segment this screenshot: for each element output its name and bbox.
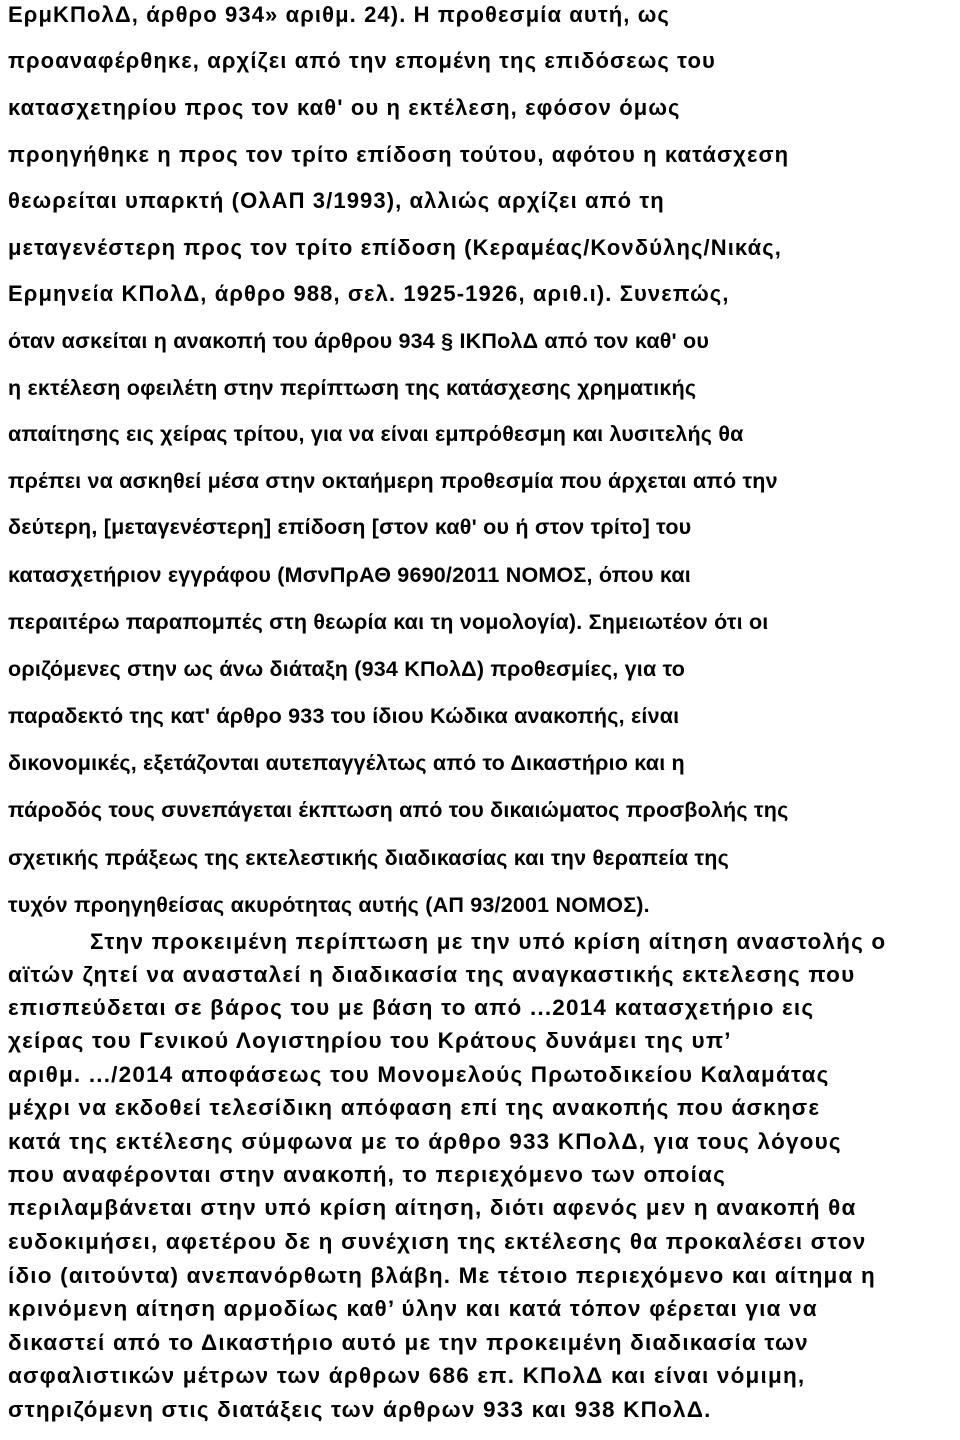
text-line: κατασχετηρίου προς τον καθ' ου η εκτέλεση, εφόσον όμως [8, 95, 681, 120]
text-line: χείρας του Γενικού Λογιστηρίου του Κράτους δυνάμει της υπ’ [8, 1028, 732, 1053]
text-line: κατά της εκτέλεσης σύμφωνα με το άρθρο 933 ΚΠολΔ, για τους λόγους [8, 1129, 842, 1154]
text-line: αριθμ. .../2014 αποφάσεως του Μονομελούς Πρωτοδικείου Καλαμάτας [8, 1062, 830, 1087]
text-line: ευδοκιμήσει, αφετέρου δε η συνέχιση της εκτέλεσης θα προκαλέσει στον [8, 1229, 867, 1254]
text-line: αϊτών ζητεί να ανασταλεί η διαδικασία της αναγκαστικής εκτελεσης που [8, 962, 856, 987]
text-line: κατασχετήριον εγγράφου (ΜσνΠρΑΘ 9690/2011 ΝΟΜΟΣ, όπου και [8, 563, 691, 587]
text-line: προηγήθηκε η προς τον τρίτο επίδοση τούτου, αφότου η κατάσχεση [8, 142, 790, 167]
text-line: οριζόμενες στην ως άνω διάταξη (934 ΚΠολΔ) προθεσμίες, για το [8, 657, 686, 681]
text-line: μεταγενέστερη προς τον τρίτο επίδοση (Κεραμέας/Κονδύλης/Νικάς, [8, 235, 782, 260]
text-line: ΕρμΚΠολΔ, άρθρο 934» αριθμ. 24). Η προθεσμία αυτή, ως [8, 2, 670, 27]
text-line: η εκτέλεση οφειλέτη στην περίπτωση της κατάσχεσης χρηματικής [8, 376, 697, 400]
text-line: απαίτησης εις χείρας τρίτου, για να είναι εμπρόθεσμη και λυσιτελής θα [8, 422, 744, 446]
text-line: τυχόν προηγηθείσας ακυρότητας αυτής (ΑΠ 93/2001 ΝΟΜΟΣ). [8, 893, 650, 917]
text-line: προαναφέρθηκε, αρχίζει από την επομένη της επιδόσεως του [8, 48, 716, 73]
text-line: επισπεύδεται σε βάρος του με βάση το από ...2014 κατασχετήριο εις [8, 995, 815, 1020]
text-line: θεωρείται υπαρκτή (ΟλΑΠ 3/1993), αλλιώς αρχίζει από τη [8, 188, 665, 213]
text-line: περιλαμβάνεται στην υπό κρίση αίτηση, διότι αφενός μεν η ανακοπή θα [8, 1195, 857, 1220]
text-line: σχετικής πράξεως της εκτελεστικής διαδικασίας και την θεραπεία της [8, 846, 729, 870]
text-line: ίδιο (αιτούντα) ανεπανόρθωτη βλάβη. Με τέτοιο περιεχόμενο και αίτημα η [8, 1263, 876, 1288]
text-line: Στην προκειμένη περίπτωση με την υπό κρίση αίτηση αναστολής ο [90, 929, 887, 954]
text-line: ασφαλιστικών μέτρων των άρθρων 686 επ. ΚΠολΔ και είναι νόμιμη, [8, 1363, 806, 1388]
text-line: κρινόμενη αίτηση αρμοδίως καθ’ ύλην και κατά τόπον φέρεται για να [8, 1296, 818, 1321]
text-line: παραδεκτό της κατ' άρθρο 933 του ίδιου Κώδικα ανακοπής, είναι [8, 704, 680, 728]
text-line: στηριζόμενη στις διατάξεις των άρθρων 933 και 938 ΚΠολΔ. [8, 1397, 712, 1422]
text-line: πρέπει να ασκηθεί μέσα στην οκταήμερη προθεσμία που άρχεται από την [8, 469, 778, 493]
text-line: δικονομικές, εξετάζονται αυτεπαγγέλτως από το Δικαστήριο και η [8, 751, 685, 775]
text-line: όταν ασκείται η ανακοπή του άρθρου 934 § ΙΚΠολΔ από τον καθ' ου [8, 329, 710, 353]
text-line: περαιτέρω παραπομπές στη θεωρία και τη νομολογία). Σημειωτέον ότι οι [8, 610, 769, 634]
text-line: πάροδός τους συνεπάγεται έκπτωση από του δικαιώματος προσβολής της [8, 798, 789, 822]
text-line: μέχρι να εκδοθεί τελεσίδικη απόφαση επί της ανακοπής που άσκησε [8, 1095, 821, 1120]
text-line: Ερμηνεία ΚΠολΔ, άρθρο 988, σελ. 1925-1926, αριθ.ι). Συνεπώς, [8, 281, 730, 306]
text-line: δεύτερη, [μεταγενέστερη] επίδοση [στον καθ' ου ή στον τρίτο] του [8, 515, 692, 539]
text-line: δικαστεί από το Δικαστήριο αυτό με την προκειμένη διαδικασία των [8, 1330, 809, 1355]
text-line: που αναφέρονται στην ανακοπή, το περιεχόμενο των οποίας [8, 1162, 726, 1187]
